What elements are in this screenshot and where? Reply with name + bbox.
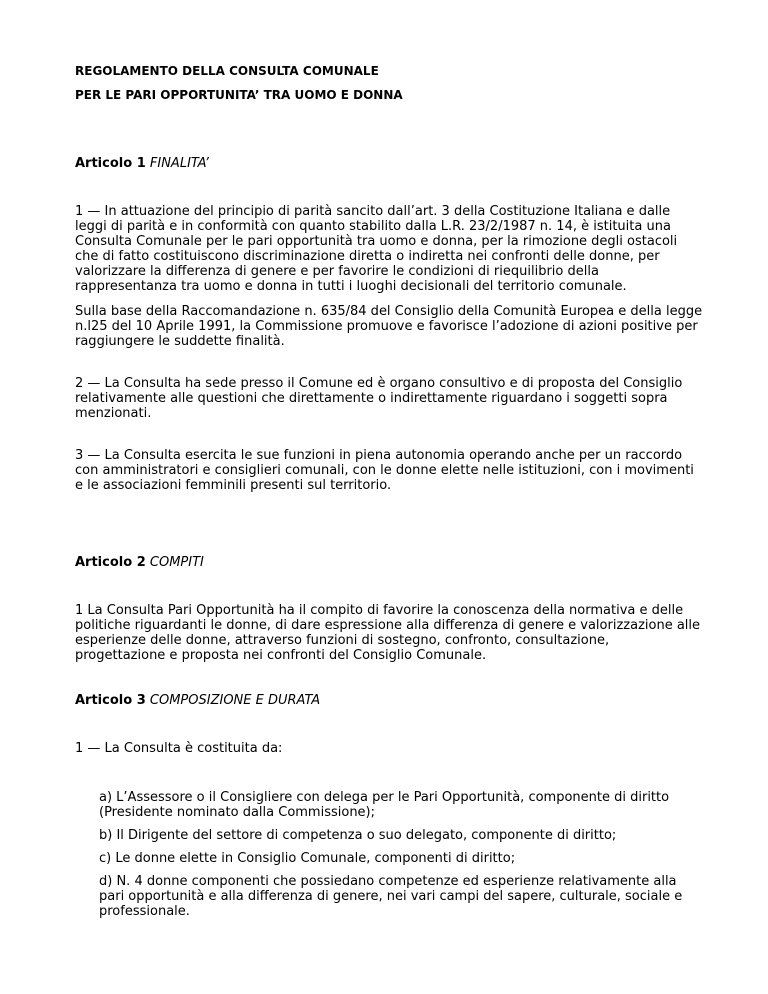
list-item: c) Le donne elette in Consiglio Comunale, componenti di diritto; (99, 851, 516, 866)
article-1-paragraph-4: 3 — La Consulta esercita le sue funzioni in piena autonomia operando anche per un raccordo con amministratori e consiglieri comunali, con le donne elette nelle istituzioni, con i movimenti e le associazioni femminili presenti sul territorio. (75, 448, 694, 493)
composition-list (99, 790, 703, 919)
list-item: b) Il Dirigente del settore di competenza o suo delegato, componente di diritto; (99, 828, 617, 843)
article-3-label: Articolo 3 (75, 693, 146, 708)
article-3-heading (75, 693, 703, 708)
article-1-heading (75, 156, 703, 171)
list-item: a) L’Assessore o il Consigliere con delega per le Pari Opportunità, componente di diritto (Presidente nominato dalla Commissione); (99, 790, 670, 820)
article-2-name: COMPITI (149, 555, 204, 570)
doc-title-line-1: REGOLAMENTO DELLA CONSULTA COMUNALE (75, 64, 379, 78)
article-1-paragraph-1: 1 — In attuazione del principio di parità sancito dall’art. 3 della Costituzione Italiana e dalle leggi di parità e in conformità con quanto stabilito dalla L.R. 23/2/1987 n. 14, è istituita una Consulta Comunale per le pari opportunità tra uomo e donna, per la rimozione degli ostacoli che di fatto costituiscono discriminazione diretta o indiretta nei confronti delle donne, per valorizzare la differenza di genere e per favorire le condizioni di riequilibrio della rappresentanza tra uomo e donna in tutti i luoghi decisionali del territorio comunale. (75, 204, 678, 294)
document-page (75, 64, 703, 927)
article-2-paragraph-1: 1 La Consulta Pari Opportunità ha il compito di favorire la conoscenza della normativa e delle politiche riguardanti le donne, di dare espressione alla differenza di genere e valorizzazione alle esperienze delle donne, attraverso funzioni di sostegno, confronto, consultazione, progettazione e proposta nei confronti del Consiglio Comunale. (75, 603, 701, 663)
article-1-paragraph-2: Sulla base della Raccomandazione n. 635/84 del Consiglio della Comunità Europea e della legge n.l25 del 10 Aprile 1991, la Commissione promuove e favorisce l’adozione di azioni positive per raggiungere le suddette finalità. (75, 304, 703, 349)
article-2-heading (75, 555, 703, 570)
article-3-paragraph-1: 1 — La Consulta è costituita da: (75, 741, 283, 756)
article-1-name: FINALITA’ (149, 156, 209, 171)
article-3-name: COMPOSIZIONE E DURATA (149, 693, 321, 708)
article-1-paragraph-3: 2 — La Consulta ha sede presso il Comune ed è organo consultivo e di proposta del Consiglio relativamente alle questioni che direttamente o indirettamente riguardano i soggetti sopra menzionati. (75, 376, 683, 421)
article-2-label: Articolo 2 (75, 555, 146, 570)
article-1-label: Articolo 1 (75, 156, 146, 171)
doc-title-line-2: PER LE PARI OPPORTUNITA’ TRA UOMO E DONNA (75, 88, 403, 102)
list-item: d) N. 4 donne componenti che possiedano competenze ed esperienze relativamente alla pari opportunità e alla differenza di genere, nei vari campi del sapere, culturale, sociale e professionale. (99, 874, 683, 919)
doc-title (75, 64, 703, 103)
